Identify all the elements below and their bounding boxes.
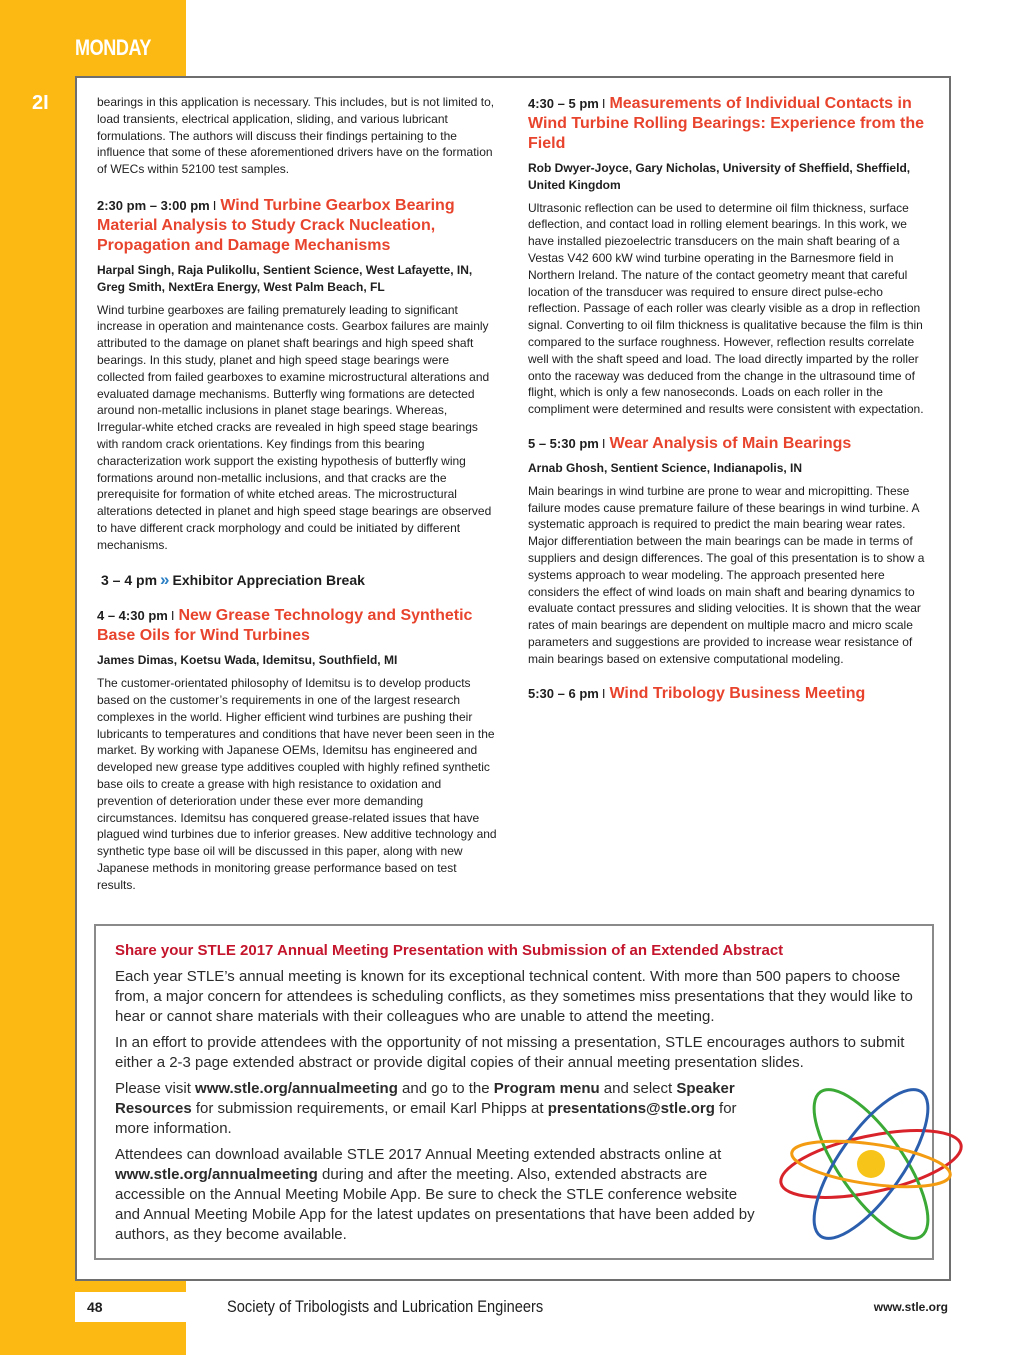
page-number: 48 [75, 1292, 186, 1322]
annualmeeting-link[interactable]: www.stle.org/annualmeeting [195, 1080, 398, 1097]
text: Please visit [115, 1080, 196, 1097]
text: for submission requirements, or email Karl Phipps at [191, 1100, 548, 1117]
annualmeeting-link[interactable]: www.stle.org/annualmeeting [115, 1166, 318, 1183]
atom-nucleus [857, 1150, 885, 1178]
separator: I [601, 96, 606, 111]
break-time: 3 – 4 pm [101, 571, 158, 588]
session-title: New Grease Technology and Synthetic Base Oils for Wind Turbines [97, 607, 473, 645]
separator: I [601, 685, 606, 701]
session-abstract: Wind turbine gearboxes are failing prematurely leading to significant increase in operation and maintenance costs. Gearbox failures are mainly attributed to the damage on planet shaft bearings and high speed shaft bearings. In this study, planet and high speed stage bearings were collected from failed gearboxes to examine microstructural alterations and evaluated damage mechanisms. Butterfly wing formations are detected around non-metallic inclusions in planet stage bearings. Whereas, Irregular-white etched cracks are revealed in high speed stage bearings with random crack orientations. Key findings from this bearing characterization work support the existing hypothesis of butterfly wing formations around non-metallic inclusions, and that cracks are the prerequisite for formation of white etched areas. The microstructural alterations detected in planet and high speed stage bearings are observed to have different crack morphology and could be initiated by different mechanisms. [97, 302, 492, 552]
session-authors: Arnab Ghosh, Sentient Science, Indianapolis, IN [528, 460, 803, 475]
break-label: Exhibitor Appreciation Break [172, 571, 365, 588]
notice-paragraph-1: Each year STLE’s annual meeting is known for its exceptional technical content. With more than 500 papers to choose from, a major concern for attendees is scheduling conflicts, as they sometimes miss presentations that they would like to hear or cannot share materials with their colleagues who are unable to attend the meeting. [115, 968, 913, 1025]
text: and go to the [397, 1080, 494, 1097]
session-header [528, 434, 933, 454]
exhibitor-break [101, 569, 497, 589]
notice-title: Share your STLE 2017 Annual Meeting Presentation with Submission of an Extended Abstract [115, 942, 784, 959]
session-time: 4:30 – 5 pm [528, 96, 599, 111]
session-header [528, 94, 933, 154]
program-menu-label: Program menu [493, 1080, 600, 1097]
text: Attendees can download available STLE 2017 Annual Meeting extended abstracts online at [115, 1146, 722, 1163]
notice-paragraph-2: In an effort to provide attendees with the opportunity of not missing a presentation, STLE encourages authors to submit either a 2-3 page extended abstract or provide digital copies of their annual meeting presentation slides. [115, 1034, 905, 1071]
section-number: 2I [32, 92, 49, 114]
right-column [528, 94, 933, 710]
notice-paragraph-3 [115, 1079, 765, 1139]
text: and select [599, 1080, 677, 1097]
session-gearbox-bearing [97, 196, 497, 554]
footer-organization: Society of Tribologists and Lubrication Engineers [227, 1297, 544, 1316]
speaker-resources-label: Speaker Resources [115, 1080, 735, 1117]
session-time: 5 – 5:30 pm [528, 435, 599, 451]
session-time: 4 – 4:30 pm [97, 608, 168, 624]
notice-paragraph-4 [115, 1145, 765, 1245]
separator: I [601, 435, 606, 451]
session-authors: Harpal Singh, Raja Pulikollu, Sentient Science, West Lafayette, IN, Greg Smith, NextEra Energy, West Palm Beach, FL [97, 262, 473, 294]
intro-paragraph: bearings in this application is necessary. This includes, but is not limited to, load transients, electrical application, sliding, and various lubricant formulations. The authors will discuss their findings pertaining to the influence that some of these aforementioned drivers have on the formation of WECs within 52100 test samples. [97, 95, 495, 177]
day-label: MONDAY [75, 35, 152, 60]
session-abstract: Ultrasonic reflection can be used to determine oil film thickness, surface deflection, and contact load in rolling element bearings. In this work, we have installed piezoelectric transducers on the main shaft bearing of a Vestas V42 600 kW wind turbine operating in the Barnesmore field in Northern Ireland. The nature of the contact geometry meant that careful location of the transducer was required to ensure direct pulse-echo reflection. Passage of each roller was clearly visible as a drop in reflection signal. Converting to oil film thickness is qualitative because the film is thin compared to the surface roughness. However, reflection results correlate well with the shaft speed and load. The load directly imparted by the roller onto the raceway was deduced from the change in the ultrasound time of flight, which is only a few nanoseconds. Loads on each roller in the compliment were determined and results were consistent with expectation. [528, 200, 924, 417]
session-authors: Rob Dwyer-Joyce, Gary Nicholas, University of Sheffield, Sheffield, United Kingdom [528, 161, 911, 192]
session-business-meeting [528, 684, 933, 704]
chevron-right-icon: » [160, 569, 170, 589]
session-abstract: The customer-orientated philosophy of Idemitsu is to develop products based on the customer’s requirements in one of the largest research complexes in the world. Higher efficient wind turbines are pushing their lubricants to temperatures and conditions that have never been seen in the market. By working with Japanese OEMs, Idemitsu has engineered and developed new grease type additives coupled with highly refined synthetic base oils to create a grease with high resistance to oxidation and prevention of deterioration under these ever more demanding circumstances. Idemitsu has conquered grease-related issues that have plagued wind turbines due to inferior greases. New additive technology and synthetic type base oil will be discussed in this paper, along with new Japanese methods in monitoring grease performance based on test results. [97, 676, 497, 892]
text: for more information. [115, 1100, 737, 1137]
session-authors: James Dimas, Koetsu Wada, Idemitsu, Southfield, MI [97, 653, 398, 668]
atom-icon [776, 1074, 966, 1254]
footer-website-link[interactable]: www.stle.org [873, 1300, 948, 1314]
session-title: Measurements of Individual Contacts in Wind Turbine Rolling Bearings: Experience from the Field [528, 95, 925, 152]
session-title: Wind Turbine Gearbox Bearing Material Analysis to Study Crack Nucleation, Propagation and Damage Mechanisms [97, 196, 455, 254]
presentations-email-link[interactable]: presentations@stle.org [547, 1100, 715, 1117]
session-title: Wear Analysis of Main Bearings [609, 434, 852, 452]
session-grease-technology [97, 606, 497, 893]
session-header [97, 196, 497, 256]
separator: I [170, 608, 175, 624]
session-title: Wind Tribology Business Meeting [609, 684, 866, 702]
text: during and after the meeting. Also, extended abstracts are accessible on the Annual Meeting Mobile App. Be sure to check the STLE conference website and Annual Meeting Mobile App for the latest updates on presentations that have been added by authors, as they become available. [115, 1166, 755, 1243]
session-individual-contacts [528, 94, 933, 418]
session-header [97, 606, 497, 646]
session-wear-analysis [528, 434, 933, 668]
session-time: 2:30 pm – 3:00 pm [97, 197, 210, 213]
extended-abstract-notice [94, 924, 934, 1260]
separator: I [212, 197, 217, 213]
session-abstract: Main bearings in wind turbine are prone to wear and micropitting. These failure modes cause premature failure of these bearings in wind turbine. A systematic approach is required to predict the main bearing wear rates. Major differentiation between the main bearings can be made in terms of suppliers and design differences. The goal of this presentation is to show a systems approach to wear modeling. The approach presented here considers the effect of wind loads on main shaft and bearing dynamics to evaluate contact pressures and sliding velocities. It is shown that the wear rates of main bearings are dependent on multiple macro and micro scale parameters and suggestions are provided to increase wear resistance of main bearings based on extensive computational modeling. [528, 483, 925, 666]
session-header [528, 684, 933, 704]
left-column [97, 94, 497, 898]
session-time: 5:30 – 6 pm [528, 685, 599, 701]
